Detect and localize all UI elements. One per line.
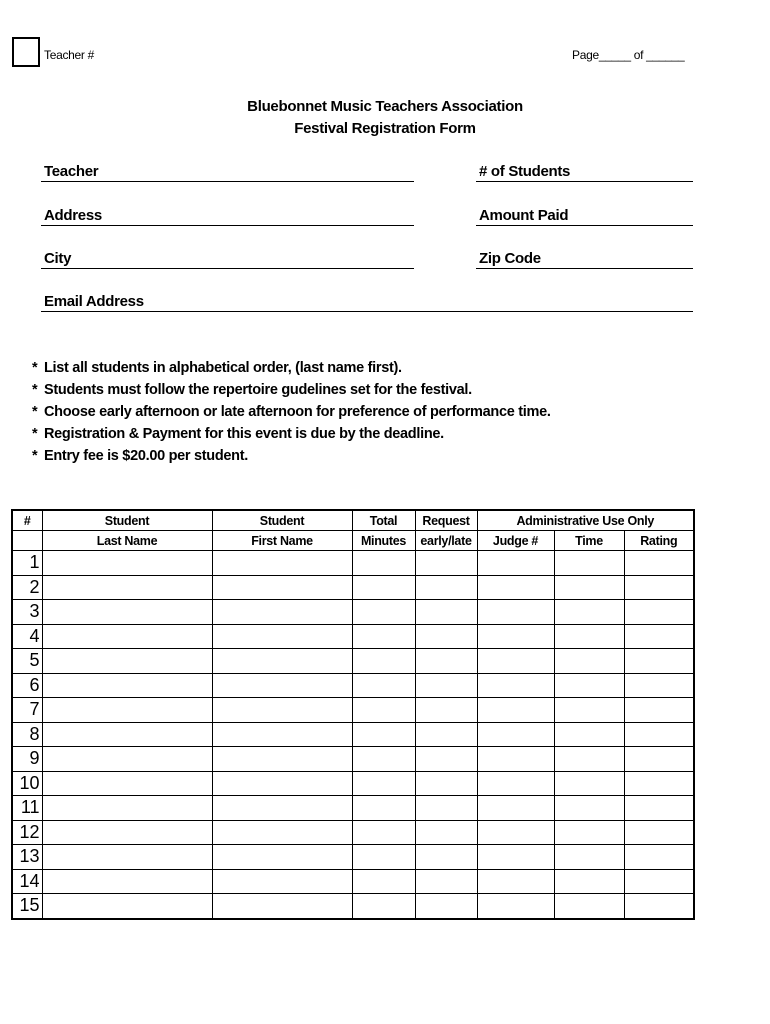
row-number: 13 bbox=[12, 845, 42, 870]
col-header-number: # bbox=[12, 510, 42, 531]
col-header-request: Request bbox=[415, 510, 477, 531]
judge-cell[interactable] bbox=[477, 600, 554, 625]
row-number: 15 bbox=[12, 894, 42, 919]
rating-cell[interactable] bbox=[624, 796, 694, 821]
address-field-label: Address bbox=[44, 207, 102, 224]
rating-cell[interactable] bbox=[624, 894, 694, 919]
col-header-student-first: Student bbox=[212, 510, 352, 531]
amount-paid-field-line[interactable] bbox=[476, 225, 693, 226]
instruction-text: Entry fee is $20.00 per student. bbox=[44, 448, 248, 464]
judge-cell[interactable] bbox=[477, 624, 554, 649]
last-name-cell[interactable] bbox=[42, 894, 212, 919]
judge-cell[interactable] bbox=[477, 771, 554, 796]
row-number: 14 bbox=[12, 869, 42, 894]
judge-cell[interactable] bbox=[477, 845, 554, 870]
judge-cell[interactable] bbox=[477, 575, 554, 600]
time-cell[interactable] bbox=[554, 600, 624, 625]
col-subheader-early-late: early/late bbox=[415, 531, 477, 551]
instruction-item bbox=[32, 423, 551, 445]
time-cell[interactable] bbox=[554, 869, 624, 894]
time-cell[interactable] bbox=[554, 845, 624, 870]
col-header-total: Total bbox=[352, 510, 415, 531]
instruction-text: Registration & Payment for this event is due by the deadline. bbox=[44, 426, 444, 442]
minutes-cell[interactable] bbox=[352, 845, 415, 870]
table-row bbox=[12, 845, 694, 870]
rating-cell[interactable] bbox=[624, 869, 694, 894]
table-row bbox=[12, 771, 694, 796]
table-row bbox=[12, 551, 694, 576]
time-cell[interactable] bbox=[554, 722, 624, 747]
table-row bbox=[12, 820, 694, 845]
instructions-list bbox=[32, 357, 551, 467]
zip-code-field-label: Zip Code bbox=[479, 250, 541, 267]
col-subheader-number bbox=[12, 531, 42, 551]
teacher-field-line[interactable] bbox=[41, 181, 414, 182]
judge-cell[interactable] bbox=[477, 747, 554, 772]
table-row bbox=[12, 600, 694, 625]
table-row bbox=[12, 869, 694, 894]
request-cell[interactable] bbox=[415, 771, 477, 796]
last-name-cell[interactable] bbox=[42, 551, 212, 576]
instruction-text: Choose early afternoon or late afternoon for preference of performance time. bbox=[44, 404, 551, 420]
rating-cell[interactable] bbox=[624, 722, 694, 747]
first-name-cell[interactable] bbox=[212, 771, 352, 796]
row-number: 6 bbox=[12, 673, 42, 698]
judge-cell[interactable] bbox=[477, 649, 554, 674]
col-header-admin: Administrative Use Only bbox=[477, 510, 694, 531]
col-subheader-rating: Rating bbox=[624, 531, 694, 551]
teacher-field-label: Teacher bbox=[44, 163, 99, 180]
row-number: 3 bbox=[12, 600, 42, 625]
judge-cell[interactable] bbox=[477, 722, 554, 747]
time-cell[interactable] bbox=[554, 551, 624, 576]
last-name-cell[interactable] bbox=[42, 649, 212, 674]
first-name-cell[interactable] bbox=[212, 722, 352, 747]
form-title-line1: Bluebonnet Music Teachers Association bbox=[247, 98, 523, 115]
table-row bbox=[12, 673, 694, 698]
bullet-star: * bbox=[32, 404, 38, 420]
request-cell[interactable] bbox=[415, 624, 477, 649]
time-cell[interactable] bbox=[554, 575, 624, 600]
city-field-line[interactable] bbox=[41, 268, 414, 269]
row-number: 11 bbox=[12, 796, 42, 821]
first-name-cell[interactable] bbox=[212, 845, 352, 870]
teacher-number-label: Teacher # bbox=[44, 48, 94, 62]
row-number: 1 bbox=[12, 551, 42, 576]
last-name-cell[interactable] bbox=[42, 869, 212, 894]
time-cell[interactable] bbox=[554, 771, 624, 796]
request-cell[interactable] bbox=[415, 722, 477, 747]
minutes-cell[interactable] bbox=[352, 649, 415, 674]
rating-cell[interactable] bbox=[624, 551, 694, 576]
request-cell[interactable] bbox=[415, 698, 477, 723]
request-cell[interactable] bbox=[415, 673, 477, 698]
time-cell[interactable] bbox=[554, 624, 624, 649]
last-name-cell[interactable] bbox=[42, 722, 212, 747]
table-row bbox=[12, 796, 694, 821]
minutes-cell[interactable] bbox=[352, 575, 415, 600]
table-row bbox=[12, 698, 694, 723]
rating-cell[interactable] bbox=[624, 649, 694, 674]
bullet-star: * bbox=[32, 360, 38, 376]
rating-cell[interactable] bbox=[624, 575, 694, 600]
minutes-cell[interactable] bbox=[352, 551, 415, 576]
request-cell[interactable] bbox=[415, 551, 477, 576]
rating-cell[interactable] bbox=[624, 600, 694, 625]
last-name-cell[interactable] bbox=[42, 600, 212, 625]
row-number: 9 bbox=[12, 747, 42, 772]
judge-cell[interactable] bbox=[477, 551, 554, 576]
minutes-cell[interactable] bbox=[352, 894, 415, 919]
minutes-cell[interactable] bbox=[352, 600, 415, 625]
minutes-cell[interactable] bbox=[352, 869, 415, 894]
request-cell[interactable] bbox=[415, 649, 477, 674]
last-name-cell[interactable] bbox=[42, 624, 212, 649]
last-name-cell[interactable] bbox=[42, 698, 212, 723]
instruction-item bbox=[32, 379, 551, 401]
time-cell[interactable] bbox=[554, 698, 624, 723]
table-row bbox=[12, 624, 694, 649]
rating-cell[interactable] bbox=[624, 845, 694, 870]
first-name-cell[interactable] bbox=[212, 624, 352, 649]
request-cell[interactable] bbox=[415, 747, 477, 772]
minutes-cell[interactable] bbox=[352, 771, 415, 796]
first-name-cell[interactable] bbox=[212, 649, 352, 674]
table-row bbox=[12, 747, 694, 772]
col-subheader-judge: Judge # bbox=[477, 531, 554, 551]
city-field-label: City bbox=[44, 250, 72, 267]
table-row bbox=[12, 722, 694, 747]
col-subheader-first-name: First Name bbox=[212, 531, 352, 551]
request-cell[interactable] bbox=[415, 575, 477, 600]
col-subheader-time: Time bbox=[554, 531, 624, 551]
email-field-label: Email Address bbox=[44, 293, 144, 310]
request-cell[interactable] bbox=[415, 869, 477, 894]
table-body bbox=[12, 551, 694, 919]
first-name-cell[interactable] bbox=[212, 698, 352, 723]
minutes-cell[interactable] bbox=[352, 673, 415, 698]
bullet-star: * bbox=[32, 382, 38, 398]
bullet-star: * bbox=[32, 426, 38, 442]
first-name-cell[interactable] bbox=[212, 600, 352, 625]
first-name-cell[interactable] bbox=[212, 673, 352, 698]
time-cell[interactable] bbox=[554, 747, 624, 772]
instruction-text: List all students in alphabetical order, (last name first). bbox=[44, 360, 402, 376]
first-name-cell[interactable] bbox=[212, 820, 352, 845]
first-name-cell[interactable] bbox=[212, 894, 352, 919]
address-field-line[interactable] bbox=[41, 225, 414, 226]
row-number: 10 bbox=[12, 771, 42, 796]
col-subheader-last-name: Last Name bbox=[42, 531, 212, 551]
request-cell[interactable] bbox=[415, 796, 477, 821]
email-field-line[interactable] bbox=[41, 311, 693, 312]
instruction-item bbox=[32, 401, 551, 423]
page-number-label: Page_____ of ______ bbox=[572, 48, 685, 62]
minutes-cell[interactable] bbox=[352, 722, 415, 747]
minutes-cell[interactable] bbox=[352, 820, 415, 845]
minutes-cell[interactable] bbox=[352, 796, 415, 821]
rating-cell[interactable] bbox=[624, 673, 694, 698]
first-name-cell[interactable] bbox=[212, 796, 352, 821]
request-cell[interactable] bbox=[415, 845, 477, 870]
time-cell[interactable] bbox=[554, 649, 624, 674]
rating-cell[interactable] bbox=[624, 624, 694, 649]
first-name-cell[interactable] bbox=[212, 551, 352, 576]
request-cell[interactable] bbox=[415, 600, 477, 625]
last-name-cell[interactable] bbox=[42, 771, 212, 796]
row-number: 2 bbox=[12, 575, 42, 600]
rating-cell[interactable] bbox=[624, 771, 694, 796]
row-number: 12 bbox=[12, 820, 42, 845]
judge-cell[interactable] bbox=[477, 820, 554, 845]
time-cell[interactable] bbox=[554, 820, 624, 845]
num-students-field-line[interactable] bbox=[476, 181, 693, 182]
instruction-item bbox=[32, 357, 551, 379]
last-name-cell[interactable] bbox=[42, 796, 212, 821]
col-header-student-last: Student bbox=[42, 510, 212, 531]
first-name-cell[interactable] bbox=[212, 869, 352, 894]
last-name-cell[interactable] bbox=[42, 820, 212, 845]
first-name-cell[interactable] bbox=[212, 747, 352, 772]
last-name-cell[interactable] bbox=[42, 673, 212, 698]
bullet-star: * bbox=[32, 448, 38, 464]
judge-cell[interactable] bbox=[477, 673, 554, 698]
judge-cell[interactable] bbox=[477, 698, 554, 723]
registration-table bbox=[11, 509, 695, 920]
time-cell[interactable] bbox=[554, 673, 624, 698]
amount-paid-field-label: Amount Paid bbox=[479, 207, 569, 224]
request-cell[interactable] bbox=[415, 894, 477, 919]
time-cell[interactable] bbox=[554, 796, 624, 821]
col-subheader-minutes: Minutes bbox=[352, 531, 415, 551]
rating-cell[interactable] bbox=[624, 820, 694, 845]
table-row bbox=[12, 575, 694, 600]
num-students-field-label: # of Students bbox=[479, 163, 571, 180]
minutes-cell[interactable] bbox=[352, 698, 415, 723]
request-cell[interactable] bbox=[415, 820, 477, 845]
judge-cell[interactable] bbox=[477, 894, 554, 919]
row-number: 4 bbox=[12, 624, 42, 649]
instruction-item bbox=[32, 445, 551, 467]
time-cell[interactable] bbox=[554, 894, 624, 919]
minutes-cell[interactable] bbox=[352, 747, 415, 772]
zip-code-field-line[interactable] bbox=[476, 268, 693, 269]
minutes-cell[interactable] bbox=[352, 624, 415, 649]
rating-cell[interactable] bbox=[624, 698, 694, 723]
rating-cell[interactable] bbox=[624, 747, 694, 772]
table-row bbox=[12, 894, 694, 919]
row-number: 8 bbox=[12, 722, 42, 747]
form-title-line2: Festival Registration Form bbox=[294, 120, 476, 137]
instruction-text: Students must follow the repertoire gudelines set for the festival. bbox=[44, 382, 472, 398]
row-number: 5 bbox=[12, 649, 42, 674]
row-number: 7 bbox=[12, 698, 42, 723]
first-name-cell[interactable] bbox=[212, 575, 352, 600]
last-name-cell[interactable] bbox=[42, 575, 212, 600]
table-row bbox=[12, 649, 694, 674]
teacher-number-box[interactable] bbox=[12, 37, 40, 67]
judge-cell[interactable] bbox=[477, 869, 554, 894]
last-name-cell[interactable] bbox=[42, 845, 212, 870]
judge-cell[interactable] bbox=[477, 796, 554, 821]
last-name-cell[interactable] bbox=[42, 747, 212, 772]
